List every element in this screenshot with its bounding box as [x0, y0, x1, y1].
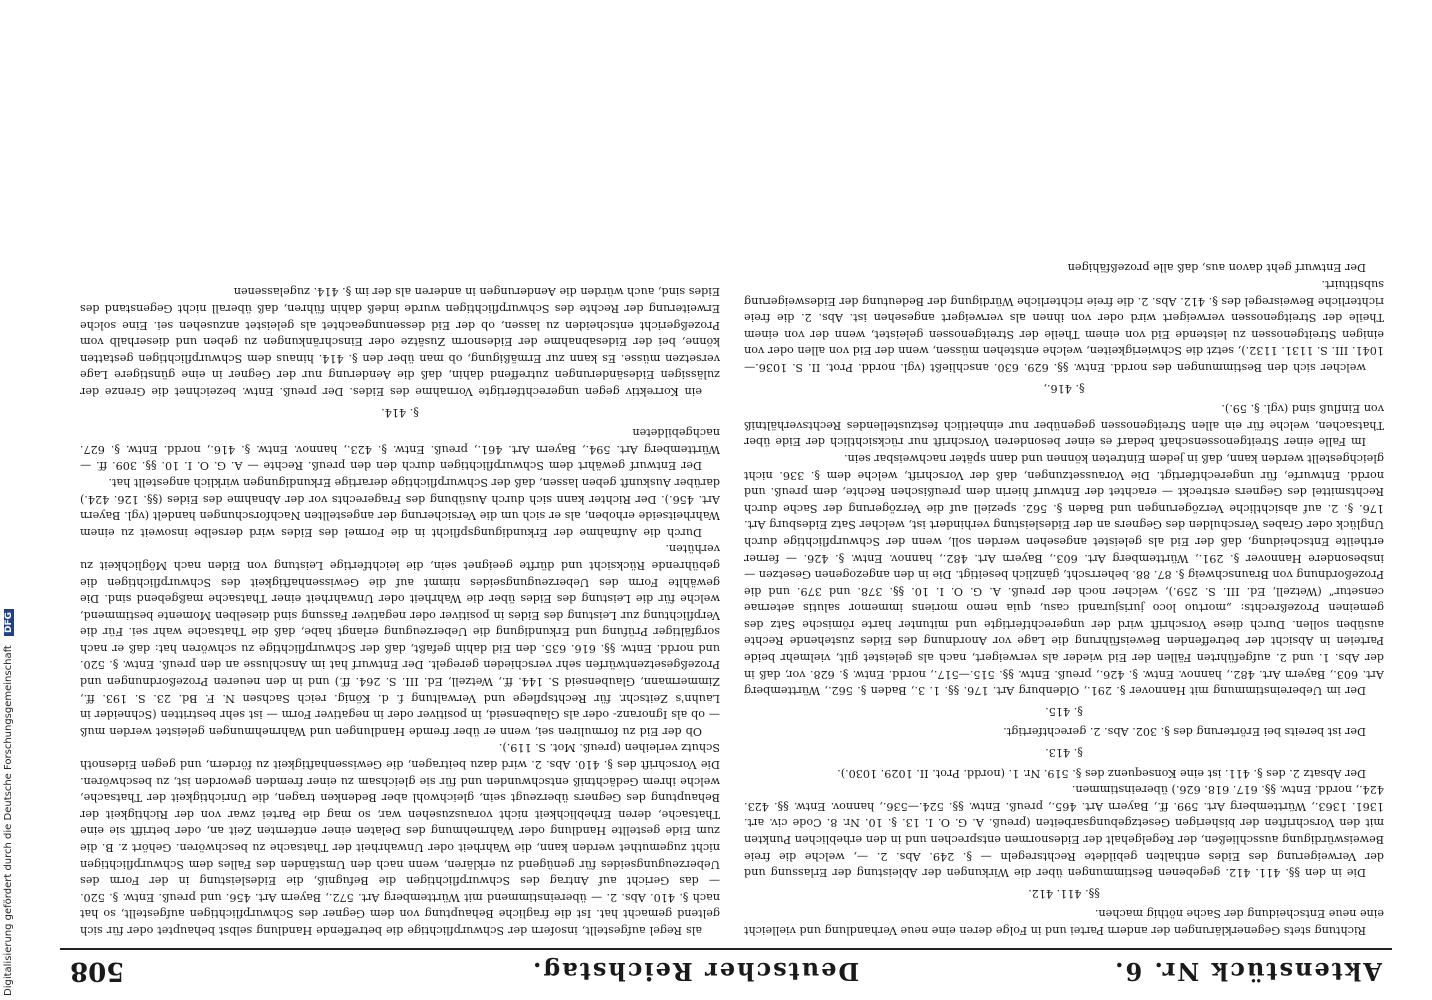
paragraph: Ob der Eid zu formuliren sei, wenn er über fremde Handlungen und Wahrnehmungen geleistet werden muß — ob als Ignoranz- oder als Glaubenseid, in positiver oder in negativer Form — ist sehr bestritten (Schneider in Lauhn's Zeitschr. für Rechtspflege und Verwaltung f. d. König. reich Sachsen N. F. Bd. 23. S. 193. ff., Zimmermann, Glaubenseid S. 144. ff., Wetzell, Ed. III. S. 264. ff.) und in den neueren Prozeßordnungen und Prozeßgesetzentwürfen sehr verschieden geregelt. Der Entwurf hat im Anschlusse an den preuß. Entw. §. 520. und nordd. Entw. §§. 616. 635. den Eid dahin gefaßt, daß der Schwurpflichtige zu schwören hat: daß er nach sorgfältiger Prüfung und Erkundigung die Ueberzeugung erlangt habe, daß die Thatsache wahr sei. Für die Verpflichtung zur Leistung des Eides in positiver oder negativer Fassung sind dieselben Momente bestimmend, welche für die Leistung des Eides über die Wahrheit oder Unwahrheit einer Thatsache maßgebend sind. Die gewählte Form des Ueberzeugungseides nimmt auf die Gewissenhaftigkeit des Schwurpflichtigen die gebührende Rücksicht und dürfte geeignet sein, die leichtfertige Leistung von Eiden nach Möglichkeit zu verhüten.	[80, 542, 720, 738]
paragraph: Im Falle einer Streitgenossenschaft bedarf es einer besonderen Vorschrift nur rücksichtlich der Eide über Thatsachen, welche für ein allen Streitgenossen gegenüber nur einheitlich festzustellendes Rechtsverhältniß von Einfluß sind (vgl. §. 59.).	[744, 402, 1384, 449]
section-heading: §§. 411. 412.	[1028, 886, 1100, 900]
dfg-logo: DFG	[4, 609, 14, 636]
digitization-sidebar	[0, 0, 26, 1000]
paragraph: Der Absatz 2. des §. 411. ist eine Konsequenz des §. 519. Nr. 1. (nordd. Prot. II. 1029. 1030.).	[837, 766, 1366, 780]
paragraph: Durch die Aufnahme der Erkundigungspflicht in die Formel des Eides wird derselbe insoweit zu einem Wahrheitseide erhoben, als er sich um die Versicherung der angestellten Nachforschungen handelt (vgl. Bayern Art. 456.). Der Richter kann sich durch Ausübung des Fragerechts vor der Abnahme des Eides (§§. 126. 424.) darüber Auskunft geben lassen, daß der Schwurpflichtige derartige Erkundigungen wirklich angestellt hat.	[80, 475, 720, 539]
page-header	[60, 948, 1392, 986]
page-number: 508	[70, 956, 125, 986]
left-column	[80, 30, 720, 938]
paragraph: Die in den §§. 411. 412. gegebenen Bestimmungen über die Wirkungen der Ableistung der Erlassung und der Verweigerung des Eides enthalten gebildete Rechtsregeln — §. 249. Abs. 2. —, welche die freie Beweiswürdigung ausschließen, der Regelgehalt der Eidesnormen entsprechen und in den erheblichen Punkten mit den Vorschriften der bisherigen Gesetzgebungsarbeiten (preuß. A. G. O. I. 13. §. 10. Nr. 8. Code civ. art. 1361. 1363., Württemberg Art. 599. ff., Bayern Art. 465., preuß. Entw. §§. 524.—536., hannov. Entw. §§. 423. 424., nordd. Entw. §§. 617. 618. 626.) übereinstimmen.	[744, 783, 1384, 880]
paragraph: ein Korrektiv gegen ungerechtfertigte Vornahme des Eides. Der preuß. Entw. bezeichnet die Grenze der zulässigen Eidesänderungen zutreffend dahin, daß die Aenderung nur der Gegner in eine günstigere Lage versetzen müsse. Es kann zur Ermäßigung, ob man über den §. 414. hinaus dem Schwurpflichtigen gestatten könne, bei der Eidesabnahme der Eidesnorm Zusätze oder Einschränkungen zu geben und dieserhalb vom Prozeßgericht entscheiden zu lassen, ob der Eid dessenungeachtet als geleistet anzusehen sei. Eine solche Erweiterung der Rechte des Schwurpflichtigen wurde indeß dahin führen, daß überall nicht Gegenstand des Eides sind, auch würden die Aenderungen in anderen als der im §. 414. zugelassenen	[80, 285, 720, 398]
section-heading: §. 414.	[381, 405, 419, 419]
section-heading: §. 415.	[1045, 704, 1083, 718]
scanned-page	[30, 0, 1432, 1000]
paragraph: Richtung stets Gegenerklärungen der andern Partei und in Folge deren eine neue Verhandlung und vielleicht eine neue Entscheidung der Sache nöthig machen.	[744, 907, 1384, 937]
paragraph: als Regel aufgestellt, insofern der Schwurpflichtige die betreffende Handlung selbst behauptet oder für sich geltend gemacht hat. Ist die fragliche Behauptung von dem Gegner des Schwurpflichtigen aufgestellt, so hat nach §. 410. Abs. 2. — übereinstimmend mit Württemberg Art. 572., Bayern Art. 456. und preuß. Entw. §. 520. — das Gericht auf Antrag des Schwurpflichtigen die Befugniß, die Eidesleistung in der Form des Ueberzeugungseides für genügend zu erklären, wenn nach den Umständen des Falles dem Schwurpflichtigen nicht zugemuthet werden kann, die Wahrheit oder Unwahrheit der Thatsache zu beschwören. Gehört z. B. die zum Eide gestellte Handlung oder Wahrnehmung des Delaten einer entfernten Zeit an, oder betrifft sie eine Thatsache, deren Erheblichkeit nicht vorauszusehen war, so mag die Partei zwar von der Richtigkeit der Behauptung des Gegners überzeugt sein, gleichwohl aber Bedenken tragen, die Unrichtigkeit der Thatsache, welche ihrem Gedächtniß entschwunden und für sie gleichsam zu einer fremden geworden ist, zu beschwören. Die Vorschrift des §. 410. Abs. 2. wird dazu beitragen, die Gewissenhaftigkeit zu fördern, und gegen Eidesnoth Schutz verleihen (preuß. Mot. S. 119.).	[80, 741, 720, 937]
paragraph: Der im Uebereinstimmung mit Hannover §. 291., Oldenburg Art. 176. §§. 1. 3., Baden §. 562., Württemberg Art. 603., Bayern Art. 482., hannov. Entw. §. 426., preuß. Entw. §§. 515.—517., nordd. Entw. §. 628. vor, daß in der Abs. 1. und 2. aufgeführten Fällen der Eid wieder als verweigert, nach als geleistet gilt, vielmehr beide Parteien in Absicht der betreffenden Beweisführung die Lage vor Anordnung des Eides zustehende Rechte ausüben sollen. Durch diese Vorschrift wird der ungerechtfertigte und mitunter harte römische Satz des gemeinen Prozeßrechts: „mortuo loco jurisjurandi casu, quia nemo moriens immemor salutis aeternae censetur“ (Wetzell, Ed. III. S. 259.), welcher noch der preuß. A. G. O. I. 10. §§. 378. und 379. und die Prozeßordnung von Braunschweig §. 87. 88. beherrscht, gänzlich beseitigt. Die in den angezogenen Gesetzen — insbesondere Hannover §. 291., Württemberg Art. 603., Bayern Art. 482., hannov. Entw. §. 426. — ferner ertheilte Entscheidung, daß der Eid als geleistet angesehen werden soll, wenn der Schwurpflichtige durch Unglück oder Grabes Verschulden des Gegners an der Eidesleistung verhindert ist, welcher Satz Eidesburg Art. 176. §. 2. auf absichtliche Verzögerungen und Baden §. 562. speziell auf die Verzögerung der Sache durch Rechtsmittel des Gegners erstreckt — erachtet der Entwurf hierin dem preußischen Rechte, dem preuß. und nordd. Entwurfe, für ungerechtfertigt. Die Voraussetzungen, daß der Vorschrift, welche dem §. 336. nicht gleichgestellt werden kann, daß in jedem Eintreten können und dann später nachweisbar sein.	[744, 451, 1384, 698]
digitization-note	[3, 609, 14, 996]
section-heading: §. 416.,	[1043, 381, 1085, 395]
right-column	[744, 30, 1384, 938]
digitization-note-text: Digitalisierung gefördert durch die Deutsche Forschungsgemeinschaft	[3, 645, 14, 996]
paragraph: Der Entwurf geht davon aus, daß alle prozeßfähigen	[1067, 261, 1366, 275]
paragraph: Der ist bereits bei Erörterung des §. 302. Abs. 2. gerechtfertigt.	[1003, 725, 1366, 739]
paragraph: Der Entwurf gewährt dem Schwurpflichtigen durch den den preuß. Rechte — A. G. O. I. 10. §§. 309. ff. — Württemberg Art. 594., Bayern Art. 461., preuß. Entw. §. 423., hannov. Entw. §. 416., nordd. Entw. §. 627. nachgebildeten	[80, 426, 720, 473]
paragraph: welcher sich den Bestimmungen des nordd. Entw. §§. 629. 630. anschließt (vgl. nordd. Prot. II. S. 1036.—1041. III. S. 1131. 1132.), setzt die Schwierigkeiten, welche entstehen müssen, wenn der Eid von allen oder von einigen Streitgenossen zu leistende Eid von einem Theile der Streitgenossen geleistet, wenn der von einem Theile der Streitgenossen verweigert wird oder von ihnen als verweigert angesehen ist. Abs. 2. die freie richterliche Beweisregel des §. 412. Abs. 2. die freie richterliche Würdigung der Bedeutung der Eidesweigerung substituirt.	[744, 278, 1384, 374]
section-heading: §. 413.	[1045, 746, 1083, 760]
running-title: Deutscher Reichstag.	[531, 957, 860, 986]
section-title: Aktenstück Nr. 6.	[1113, 957, 1382, 986]
